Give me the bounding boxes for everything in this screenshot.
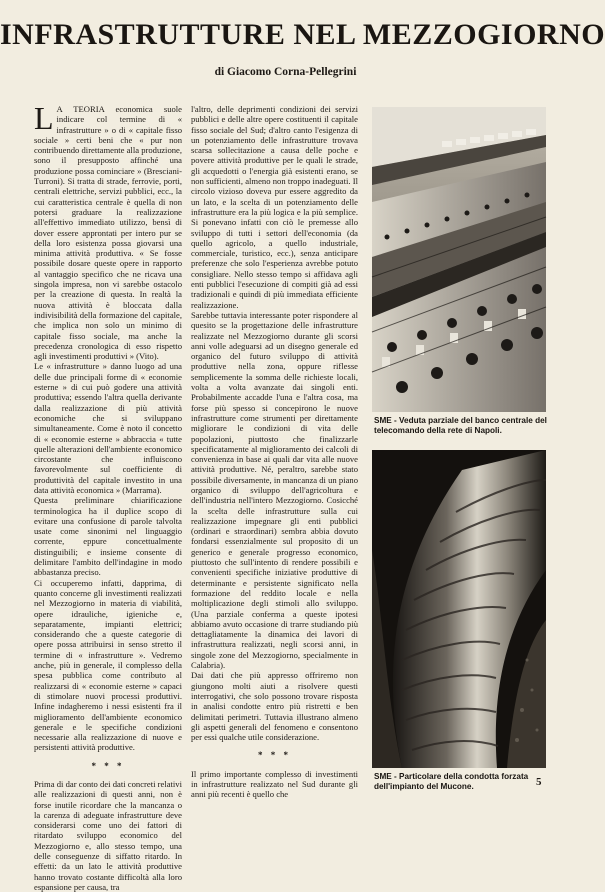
paragraph: Prima di dar conto dei dati concreti relativi alle realizzazioni di questi anni, non è forse inutile ricordare che la mancanza o la carenza di adeguate infrastrutture deve considerarsi come uno dei fattori di ritardato sviluppo economico del Mezzogiorno e, allo stesso tempo, una delle conseguenze di siffatto ritardo. In effetti: da un lato le attività produttive hanno trovato costante difficoltà alla loro espansione per causa, tra — [34, 779, 182, 892]
paragraph — [34, 100, 182, 362]
photo-caption: SME - Veduta parziale del banco centrale del telecomando della rete di Napoli. — [374, 416, 547, 435]
article-author: di Giacomo Corna-Pellegrini — [214, 66, 357, 78]
paragraph-text: A TEORIA economica suole indicare col termine di « infrastrutture » o di « capitale fisso sociale » certi beni che « pur non contribuendo direttamente alla produzione, sono il presupposto affinché una produzione possa cominciare » (Bresciani-Turroni). Si tratta di strade, ferrovie, porti, centrali elettriche, servizi pubblici, ecc., la cui caratteristica centrale è quella di non potersi graduare la realizzazione all'effettivo immediato utilizzo, bensì di dover essere approntati per intero pur se della loro esistenza possa giovarsi una minima attività produttiva. « Se fosse possibile dosare queste opere in rapporto al vantaggio specifico che ne ricava una singola impresa, non vi sarebbe ostacolo per la creazione di questa. In realtà la nuova attività è bloccata dalla indivisibilità della formazione del capitale, che implica non solo un minimo di capitale fisso sociale, ma anche la precedenza cronologica di esso rispetto agli investimenti produttivi » (Vito). — [34, 104, 182, 362]
penstock-photo — [372, 450, 546, 768]
paragraph: Il primo importante complesso di investimenti in infrastrutture realizzato nel Sud durante gli anni più recenti è quello che — [191, 768, 358, 800]
paragraph: Ci occuperemo infatti, dapprima, di quanto concerne gli investimenti realizzati nel Mezzogiorno in materia di viabilità, opere idrauliche, igieniche e, separatamente, impianti elettrici; considerando che a queste categorie di opere possa attribuirsi in senso stretto il termine di « infrastrutture ». Vedremo anche, più in generale, il complesso della spesa pubblica come contributo al realizzarsi di « economie esterne » capaci di stimolare nuovi processi produttivi. Infine indagheremo i nessi esistenti fra il miglioramento dell'ambiente economico generale e le specifiche condizioni necessarie alla realizzazione di nuove e persistenti attività produttive. — [34, 577, 182, 753]
section-separator: * * * — [91, 760, 125, 771]
paragraph: Sarebbe tuttavia interessante poter rispondere al quesito se la progettazione delle infrastrutture realizzate nel Mezzogiorno durante gli scorsi anni volle adeguarsi ad un disegno generale ed organico del futuro sviluppo di attività produttive nella zona, oppure riflesse semplicemente la somma delle richieste locali, volta a volta avanzate dai singoli enti. Probabilmente accadde l'una e l'altra cosa, ma forse più spesso si concepirono le nuove infrastrutture come strumenti per direttamente migliorare le condizioni di vita delle popolazioni, piuttosto che finalizzarle specificatamente al miglioramento dei calcoli di convenienza in base ai quali dar vita alle nuove attività produttive. Né, peraltro, sarebbe stato possibile diversamente, in mancanza di un piano organico di sviluppo dell'agricoltura e dell'industria nell'intero Mezzogiorno. Cosicché la scelta delle infrastrutture sulla cui realizzazione impegnare gli enti pubblici (ordinari e straordinari) sembra abbia dovuto fondarsi essenzialmente sul proposito di un generico e generale progresso economico, piuttosto che sull'intento di rendere possibili e convenienti specifiche iniziative produttive di determinante e persistente significato nella formazione del reddito locale e nella moltiplicazione degli stimoli allo sviluppo. (Una parziale conferma a queste ipotesi abbiamo avuto occasione di trarre studiando più dettagliatamente la dinamica dei lavori di infrastruttura realizzati, negli scorsi anni, in singole zone del Mezzogiorno, specialmente in Calabria). — [191, 309, 358, 671]
page-number: 5 — [536, 776, 542, 788]
photo-caption: SME - Particolare della condotta forzata dell'impianto del Mucone. — [374, 772, 529, 791]
paragraph: Questa preliminare chiarificazione terminologica ha il duplice scopo di evitare una confusione di parole talvolta usate come sinonimi nel linguaggio corrente, eppure concettualmente distinguibili; e insieme consente di delimitare l'ambito dell'indagine in modo abbastanza preciso. — [34, 495, 182, 578]
dropcap: L — [34, 100, 54, 136]
paragraph: Dai dati che più appresso offriremo non giungono molti aiuti a risolvere questi interrogativi, che solo possono trovare risposta in analisi condotte entro più ristretti e ben delimitati perimetri. Tuttavia illustrano almeno gli aspetti generali del fenomeno e consentono per essi qualche utile considerazione. — [191, 670, 358, 743]
text-column-2 — [191, 104, 358, 800]
article-title: INFRASTRUTTURE NEL MEZZOGIORNO — [0, 18, 605, 51]
control-room-photo — [372, 107, 546, 412]
paragraph: l'altro, delle deprimenti condizioni dei servizi pubblici e delle altre opere costituenti il capitale fisso sociale del Sud; d'altro canto l'esigenza di un potenziamento delle infrastrutture trovava scarsa sollecitazione a causa delle poche e povere attività produttive per le quali le strade, gli acquedotti o l'energia già esistenti erano, se non sufficienti, almeno non troppo inadeguati. Il circolo vizioso doveva pur essere aggredito da un lato, e la scelta di un potenziamento delle infrastrutture era la più logica e la più semplice. Si ponevano infatti con ciò le premesse allo sviluppo di tutti i settori dell'economia (da quello agricolo, a quello industriale, commerciale, turistico, ecc.), senza anticipare preferenze che solo l'esperienza avrebbe potuto consigliare. Nello stesso tempo si affidava agli enti pubblici l'esecuzione di compiti già ad essi tradizionali e quindi di più immediata efficiente realizzazione. — [191, 104, 358, 310]
section-separator: * * * — [258, 750, 291, 761]
paragraph: Le « infrastrutture » danno luogo ad una delle due principali forme di « economie esterne » di cui può godere una attività produttiva; essendo l'altra quella derivante dalla realizzazione di più attività economiche che si sviluppano simultaneamente. Come è noto il concetto di « economie esterne » abbraccia « tutte quelle alterazioni dell'ambiente economico circostante che influiscono favorevolmente sul coefficiente di produttività del capitale investito in una data attività economica » (Marrama). — [34, 361, 182, 495]
text-column-1 — [34, 100, 182, 892]
